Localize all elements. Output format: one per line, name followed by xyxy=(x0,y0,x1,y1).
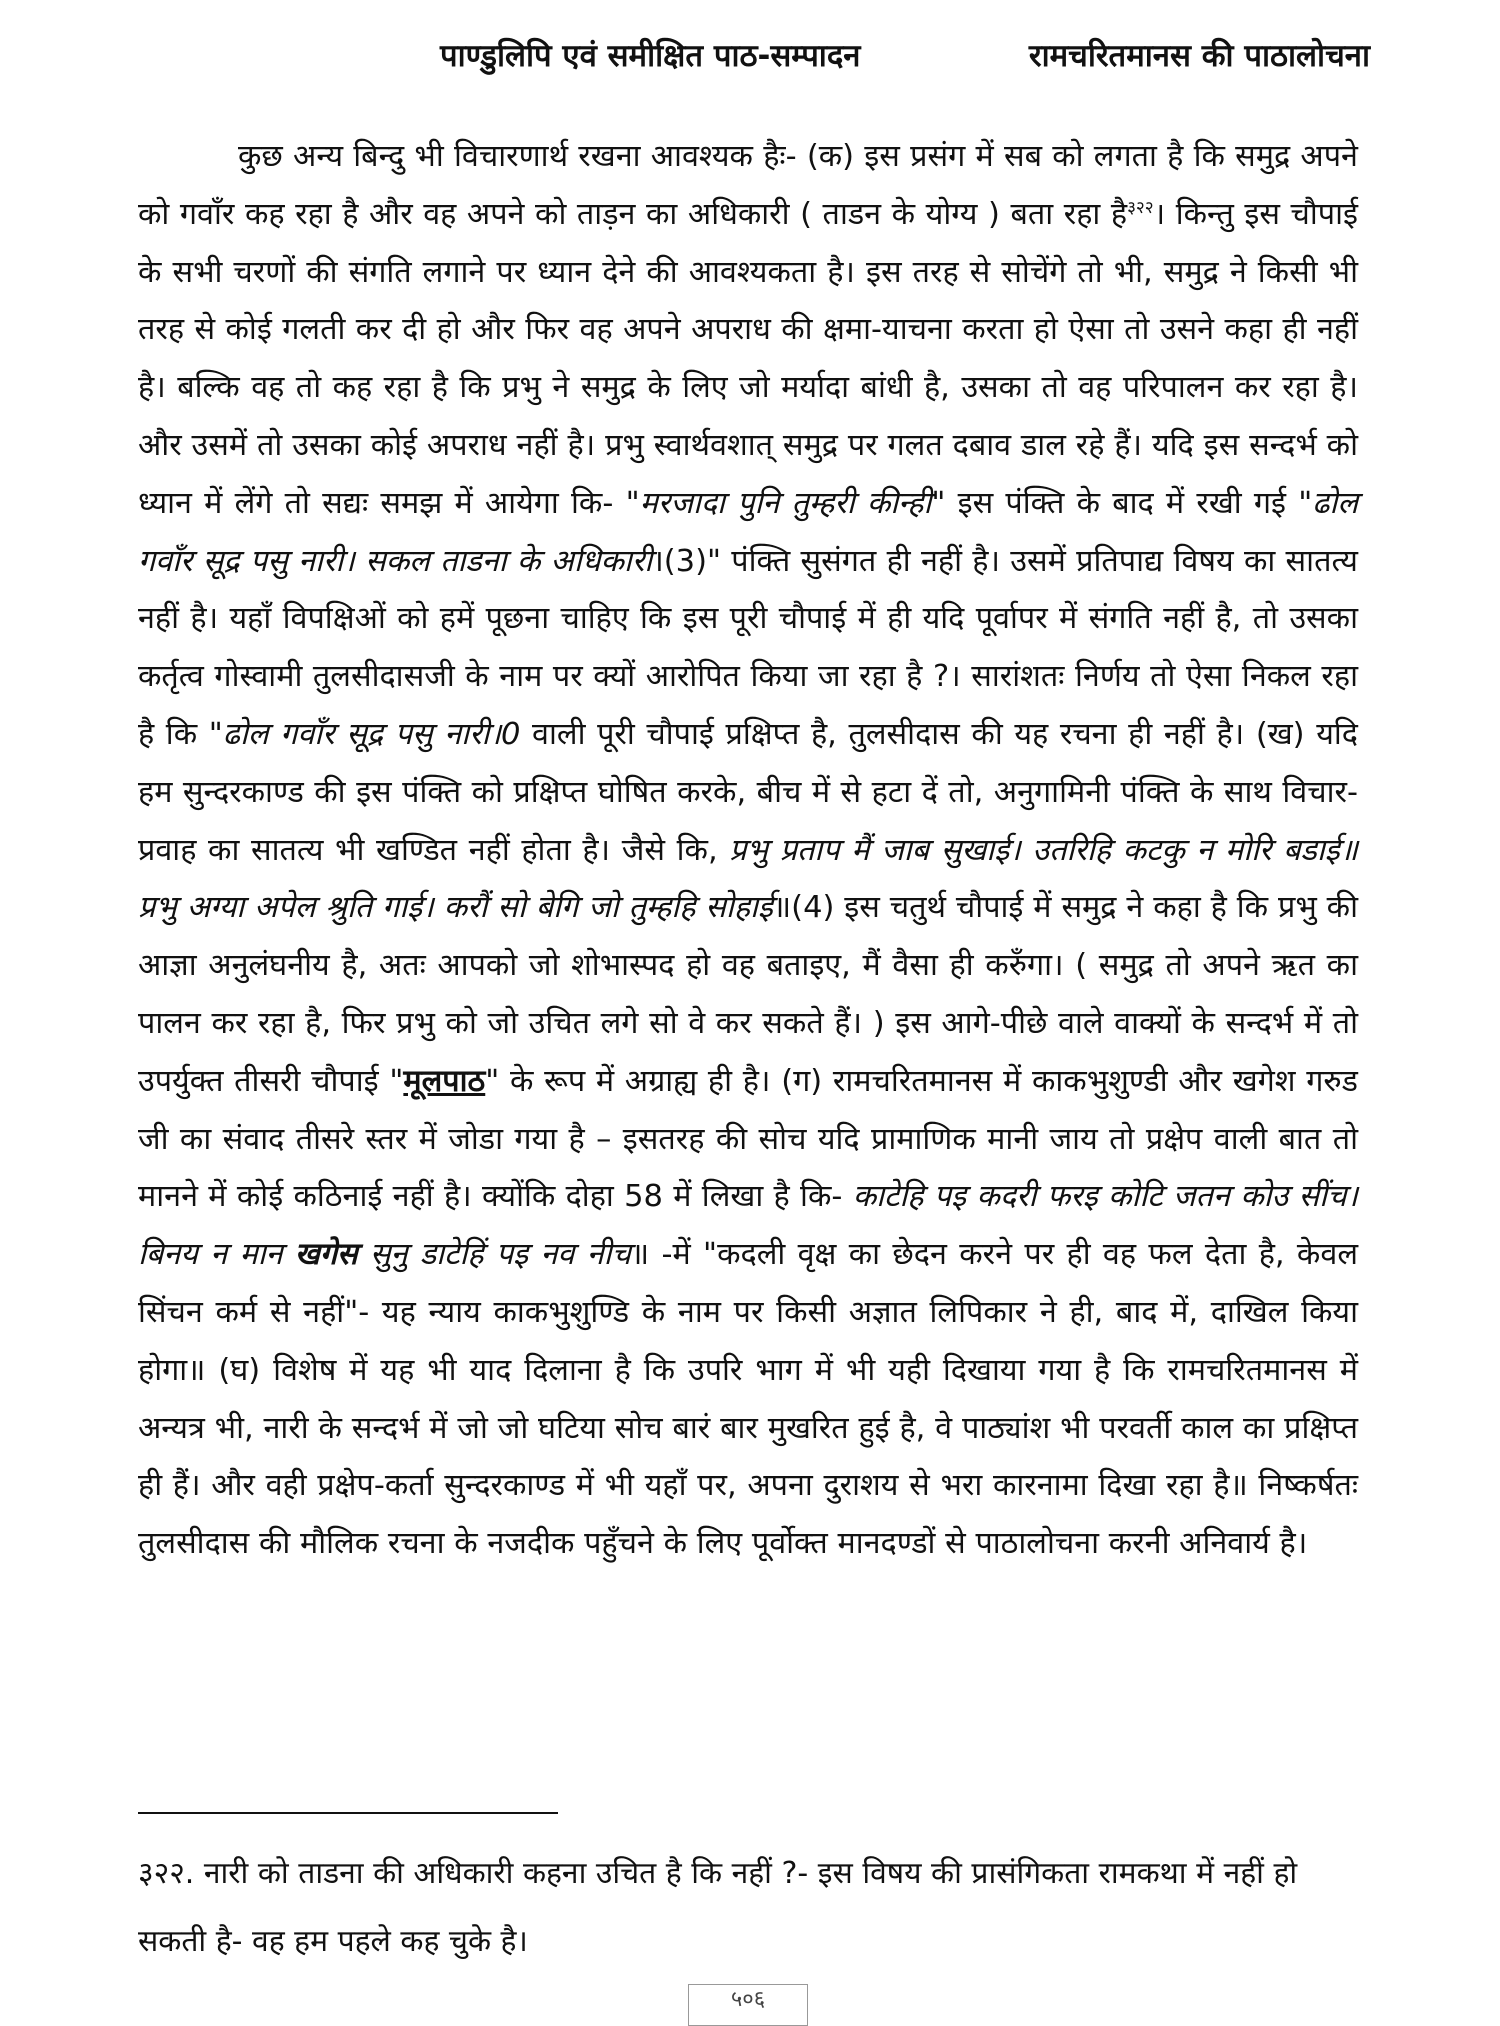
body-paragraph xyxy=(138,128,1358,1573)
footnote-322: ३२२. नारी को ताडना की अधिकारी कहना उचित है कि नहीं ?- इस विषय की प्रासंगिकता रामकथा में नहीं हो सकती है- वह हम पहले कह चुके है। xyxy=(138,1856,1298,1959)
body-text-3: " इस पंक्ति के बाद में रखी गई " xyxy=(931,485,1313,521)
body-text-6: ॥(4) इस चतुर्थ चौपाई में समुद्र ने कहा है कि प्रभु की आज्ञा अनुलंघनीय है, अतः आपको जो शोभास्पद हो वह बताइए, मैं वैसा ही करुँगा। ( समुद्र तो अपने ऋत का पालन कर रहा है, फिर प्रभु को जो उचित लगे सो वे कर सकते हैं। ) इस आगे-पीछे वाले वाक्यों के सन्दर्भ में तो उपर्युक्त तीसरी चौपाई " xyxy=(138,890,1359,1099)
mool-path-term: मूलपाठ xyxy=(403,1063,486,1099)
body-text-4: ।(3)" पंक्ति सुसंगत ही नहीं है। उसमें प्रतिपाद्य विषय का सातत्य नहीं है। यहाँ विपक्षिओं को हमें पूछना चाहिए कि इस पूरी चौपाई में ही यदि पूर्वापर में संगति नहीं है, तो उसका कर्तृत्व गोस्वामी तुलसीदासजी के नाम पर क्यों आरोपित किया जा रहा है ?। सारांशतः निर्णय तो ऐसा निकल रहा है कि " xyxy=(138,543,1358,752)
body-text-2: । किन्तु इस चौपाई के सभी चरणों की संगति लगाने पर ध्यान देने की आवश्यकता है। इस तरह से सोचेंगे तो भी, समुद्र ने किसी भी तरह से कोई गलती कर दी हो और फिर वह अपने अपराध की क्षमा-याचना करता हो ऐसा तो उसने कहा ही नहीं है। बल्कि वह तो कह रहा है कि प्रभु ने समुद्र के लिए जो मर्यादा बांधी है, उसका तो वह परिपालन कर रहा है। और उसमें तो उसका कोई अपराध नहीं है। प्रभु स्वार्थवशात् समुद्र पर गलत दबाव डाल रहे हैं। यदि इस सन्दर्भ को ध्यान में लेंगे तो सद्यः समझ में आयेगा कि- " xyxy=(138,196,1359,521)
running-header xyxy=(440,30,1370,80)
quote-doha-58-khages: खगेस xyxy=(294,1237,358,1273)
quote-dhol-full: ढोल गवाँर सूद्र पसु नारी। सकल ताडना के अधिकारी xyxy=(138,485,1359,579)
footnote-reference[interactable]: ३२२ xyxy=(1127,197,1154,218)
page-number: ५०६ xyxy=(688,1984,808,2026)
body-text-7: " के रूप में अग्राह्य ही है। (ग) रामचरितमानस में काकभुशुण्डी और खगेश गरुड जी का संवाद तीसरे स्तर में जोडा गया है – इसतरह की सोच यदि प्रामाणिक मानी जाय तो प्रक्षेप वाली बात तो मानने में कोई कठिनाई नहीं है। क्योंकि दोहा 58 में लिखा है कि- xyxy=(138,1063,1358,1215)
header-left-title: पाण्डुलिपि एवं समीक्षित पाठ-सम्पादन xyxy=(440,38,861,74)
quote-doha-58-part2: सुनु डाटेहिं पइ नव नीच xyxy=(357,1237,631,1273)
body-text-5: वाली पूरी चौपाई प्रक्षिप्त है, तुलसीदास की यह रचना ही नहीं है। (ख) यदि हम सुन्दरकाण्ड की इस पंक्ति को प्रक्षिप्त घोषित करके, बीच में से हटा दें तो, अनुगामिनी पंक्ति के साथ विचार-प्रवाह का सातत्य भी खण्डित नहीं होता है। जैसे कि, xyxy=(138,716,1358,868)
footnote-divider xyxy=(138,1812,558,1814)
body-text-1: कुछ अन्य बिन्दु भी विचारणार्थ रखना आवश्यक हैः- (क) इस प्रसंग में सब को लगता है कि समुद्र अपने को गवाँर कह रहा है और वह अपने को ताड़न का अधिकारी ( ताडन के योग्य ) बता रहा है xyxy=(138,139,1358,232)
body-text-8: ॥ -में "कदली वृक्ष का छेदन करने पर ही वह फल देता है, केवल सिंचन कर्म से नहीं"- यह न्याय काकभुशुण्डि के नाम पर किसी अज्ञात लिपिकार ने ही, बाद में, दाखिल किया होगा॥ (घ) विशेष में यह भी याद दिलाना है कि उपरि भाग में भी यही दिखाया गया है कि रामचरितमानस में अन्यत्र भी, नारी के सन्दर्भ में जो जो घटिया सोच बारं बार मुखरित हुई है, वे पाठ्यांश भी परवर्ती काल का प्रक्षिप्त ही हैं। और वही प्रक्षेप-कर्ता सुन्दरकाण्ड में भी यहाँ पर, अपना दुराशय से भरा कारनामा दिखा रहा है॥ निष्कर्षतः तुलसीदास की मौलिक रचना के नजदीक पहुँचने के लिए पूर्वोक्त मानदण्डों से पाठालोचना करनी अनिवार्य है। xyxy=(138,1237,1358,1562)
header-right-title: रामचरितमानस की पाठालोचना xyxy=(1028,38,1370,74)
quote-marjada: मरजादा पुनि तुम्हरी कीन्ही xyxy=(639,485,932,521)
quote-doha-58-part1: काटेहि पइ कदरी फरइ कोटि जतन कोउ सींच। बिनय न मान xyxy=(138,1179,1358,1273)
quote-dhol-short: ढोल गवाँर सूद्र पसु नारी।0 xyxy=(222,716,521,752)
quote-prabhu-pratap: प्रभु प्रताप मैं जाब सुखाई। उतरिहि कटकु न मोरि बडाई॥ प्रभु अग्या अपेल श्रुति गाई। करौं सो बेगि जो तुम्हहि सोहाई xyxy=(138,832,1358,926)
